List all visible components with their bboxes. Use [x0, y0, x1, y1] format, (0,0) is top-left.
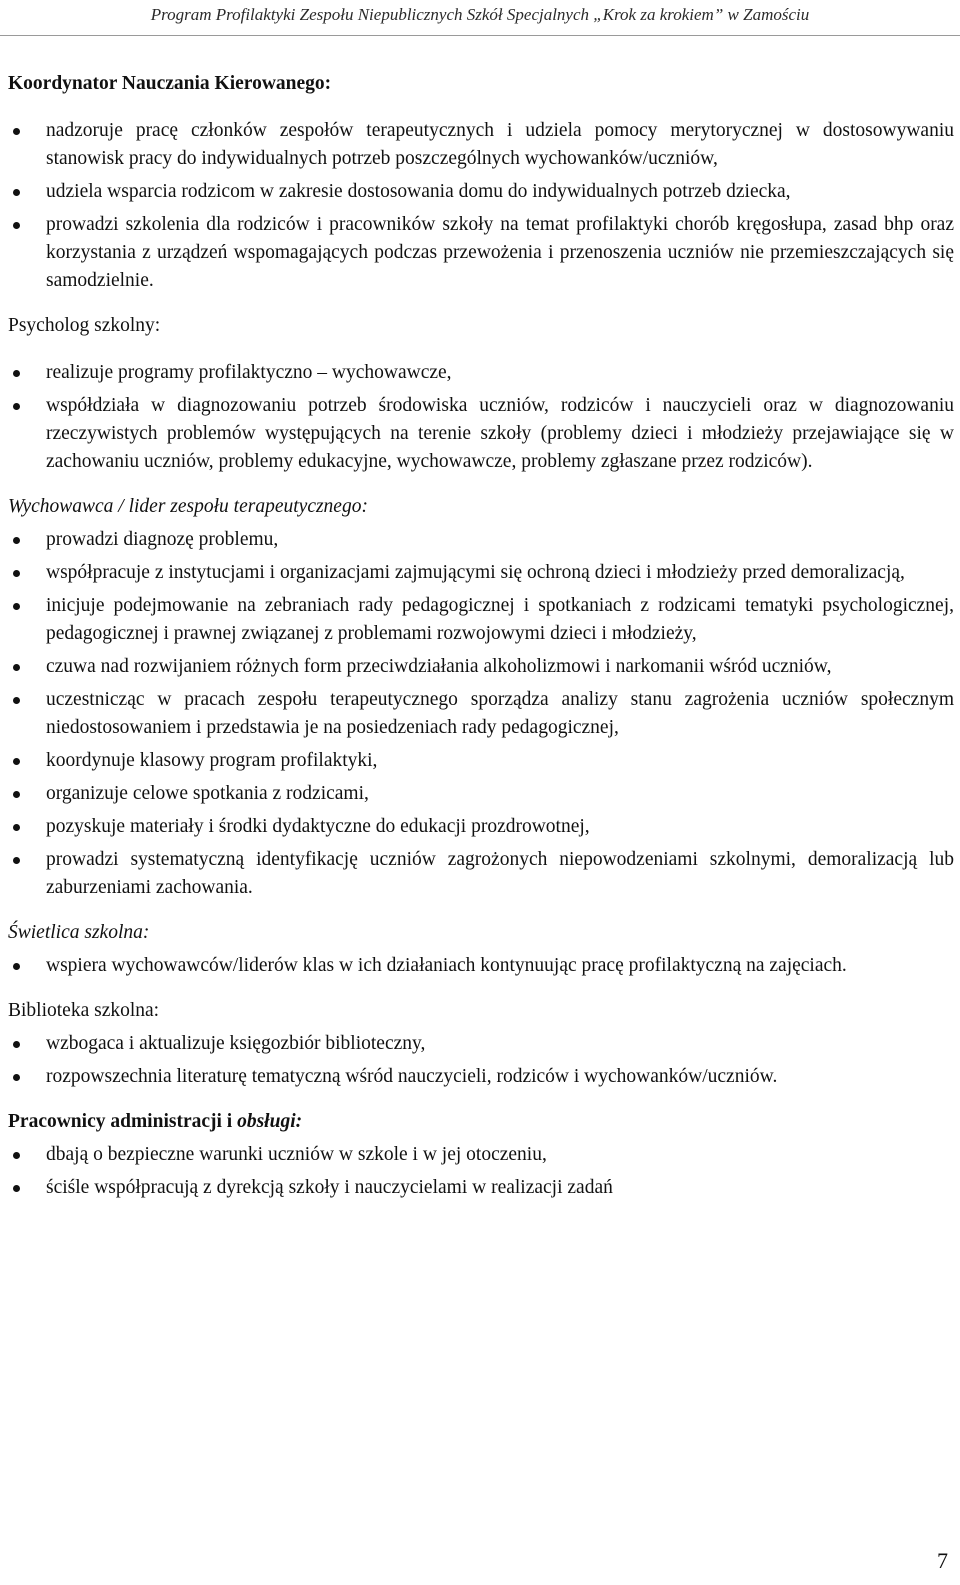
bullet-icon: [13, 403, 20, 410]
list-item: współdziała w diagnozowaniu potrzeb środowiska uczniów, rodziców i nauczycieli oraz w diagnozowaniu rzeczywistych problemów występujących na terenie szkoły (problemy dzieci i młodzieży przejawiające się w zachowaniu uczniów, problemy edukacyjne, wychowawcze, problemy zgłaszane przez rodziców).: [8, 392, 954, 476]
bullet-icon: [13, 791, 20, 798]
list-item: rozpowszechnia literaturę tematyczną wśród nauczycieli, rodziców i wychowanków/uczniów.: [8, 1063, 954, 1091]
bullet-icon: [13, 857, 20, 864]
list-item: inicjuje podejmowanie na zebraniach rady pedagogicznej i spotkaniach z rodzicami tematyki psychologicznej, pedagogicznej i prawnej związanej z problemami rozwojowymi dzieci i młodzieży,: [8, 592, 954, 648]
bullet-list: [8, 117, 954, 295]
section-heading: Psycholog szkolny:: [8, 315, 161, 336]
list-item: czuwa nad rozwijaniem różnych form przeciwdziałania alkoholizmowi i narkomanii wśród uczniów,: [8, 653, 954, 681]
bullet-icon: [13, 664, 20, 671]
list-item: ściśle współpracują z dyrekcją szkoły i nauczycielami w realizacji zadań: [8, 1174, 954, 1202]
list-item: prowadzi szkolenia dla rodziców i pracowników szkoły na temat profilaktyki chorób kręgosłupa, zasad bhp oraz korzystania z urządzeń wspomagających podczas przewożenia i przenoszenia uczniów nie przemieszczających się samodzielnie.: [8, 211, 954, 295]
bullet-list: [8, 1141, 954, 1202]
bullet-icon: [13, 1185, 20, 1192]
bullet-icon: [13, 603, 20, 610]
list-item: wzbogaca i aktualizuje księgozbiór biblioteczny,: [8, 1030, 954, 1058]
section-psycholog: [8, 312, 954, 476]
section-heading: Pracownicy administracji i obsługi:: [8, 1111, 303, 1132]
section-heading: Wychowawca / lider zespołu terapeutycznego:: [8, 496, 368, 517]
section-swietlica: [8, 919, 954, 980]
section-pracownicy: [8, 1108, 954, 1202]
bullet-icon: [13, 1152, 20, 1159]
bullet-icon: [13, 370, 20, 377]
bullet-icon: [13, 963, 20, 970]
list-item: koordynuje klasowy program profilaktyki,: [8, 747, 954, 775]
bullet-icon: [13, 1074, 20, 1081]
bullet-list: [8, 359, 954, 476]
list-item: organizuje celowe spotkania z rodzicami,: [8, 780, 954, 808]
section-heading: Świetlica szkolna:: [8, 922, 150, 943]
list-item: współpracuje z instytucjami i organizacjami zajmującymi się ochroną dzieci i młodzieży przed demoralizacją,: [8, 559, 954, 587]
page-number: 7: [937, 1548, 948, 1573]
section-koordynator: [8, 70, 954, 295]
section-heading: Biblioteka szkolna:: [8, 1000, 160, 1021]
list-item: uczestnicząc w pracach zespołu terapeutycznego sporządza analizy stanu zagrożenia uczniów społecznym niedostosowaniem i przedstawia je na posiedzeniach rady pedagogicznej,: [8, 686, 954, 742]
bullet-icon: [13, 189, 20, 196]
bullet-icon: [13, 824, 20, 831]
list-item: nadzoruje pracę członków zespołów terapeutycznych i udziela pomocy merytorycznej w dostosowywaniu stanowisk pracy do indywidualnych potrzeb poszczególnych wychowanków/uczniów,: [8, 117, 954, 173]
list-item: pozyskuje materiały i środki dydaktyczne do edukacji prozdrowotnej,: [8, 813, 954, 841]
page-header: [0, 0, 960, 36]
list-item: prowadzi systematyczną identyfikację uczniów zagrożonych niepowodzeniami szkolnymi, demoralizacją lub zaburzeniami zachowania.: [8, 846, 954, 902]
bullet-list: [8, 952, 954, 980]
section-wychowawca: [8, 493, 954, 902]
list-item: wspiera wychowawców/liderów klas w ich działaniach kontynuując pracę profilaktyczną na zajęciach.: [8, 952, 954, 980]
bullet-list: [8, 1030, 954, 1091]
bullet-list: [8, 526, 954, 902]
header-title: Program Profilaktyki Zespołu Niepublicznych Szkół Specjalnych „Krok za krokiem” w Zamościu: [150, 5, 810, 24]
list-item: dbają o bezpieczne warunki uczniów w szkole i w jej otoczeniu,: [8, 1141, 954, 1169]
bullet-icon: [13, 128, 20, 135]
list-item: udziela wsparcia rodzicom w zakresie dostosowania domu do indywidualnych potrzeb dziecka,: [8, 178, 954, 206]
bullet-icon: [13, 570, 20, 577]
bullet-icon: [13, 537, 20, 544]
list-item: realizuje programy profilaktyczno – wychowawcze,: [8, 359, 954, 387]
document-body: [8, 70, 954, 1207]
section-biblioteka: [8, 997, 954, 1091]
bullet-icon: [13, 758, 20, 765]
section-heading: Koordynator Nauczania Kierowanego:: [8, 73, 332, 94]
bullet-icon: [13, 1041, 20, 1048]
bullet-icon: [13, 222, 20, 229]
bullet-icon: [13, 697, 20, 704]
list-item: prowadzi diagnozę problemu,: [8, 526, 954, 554]
